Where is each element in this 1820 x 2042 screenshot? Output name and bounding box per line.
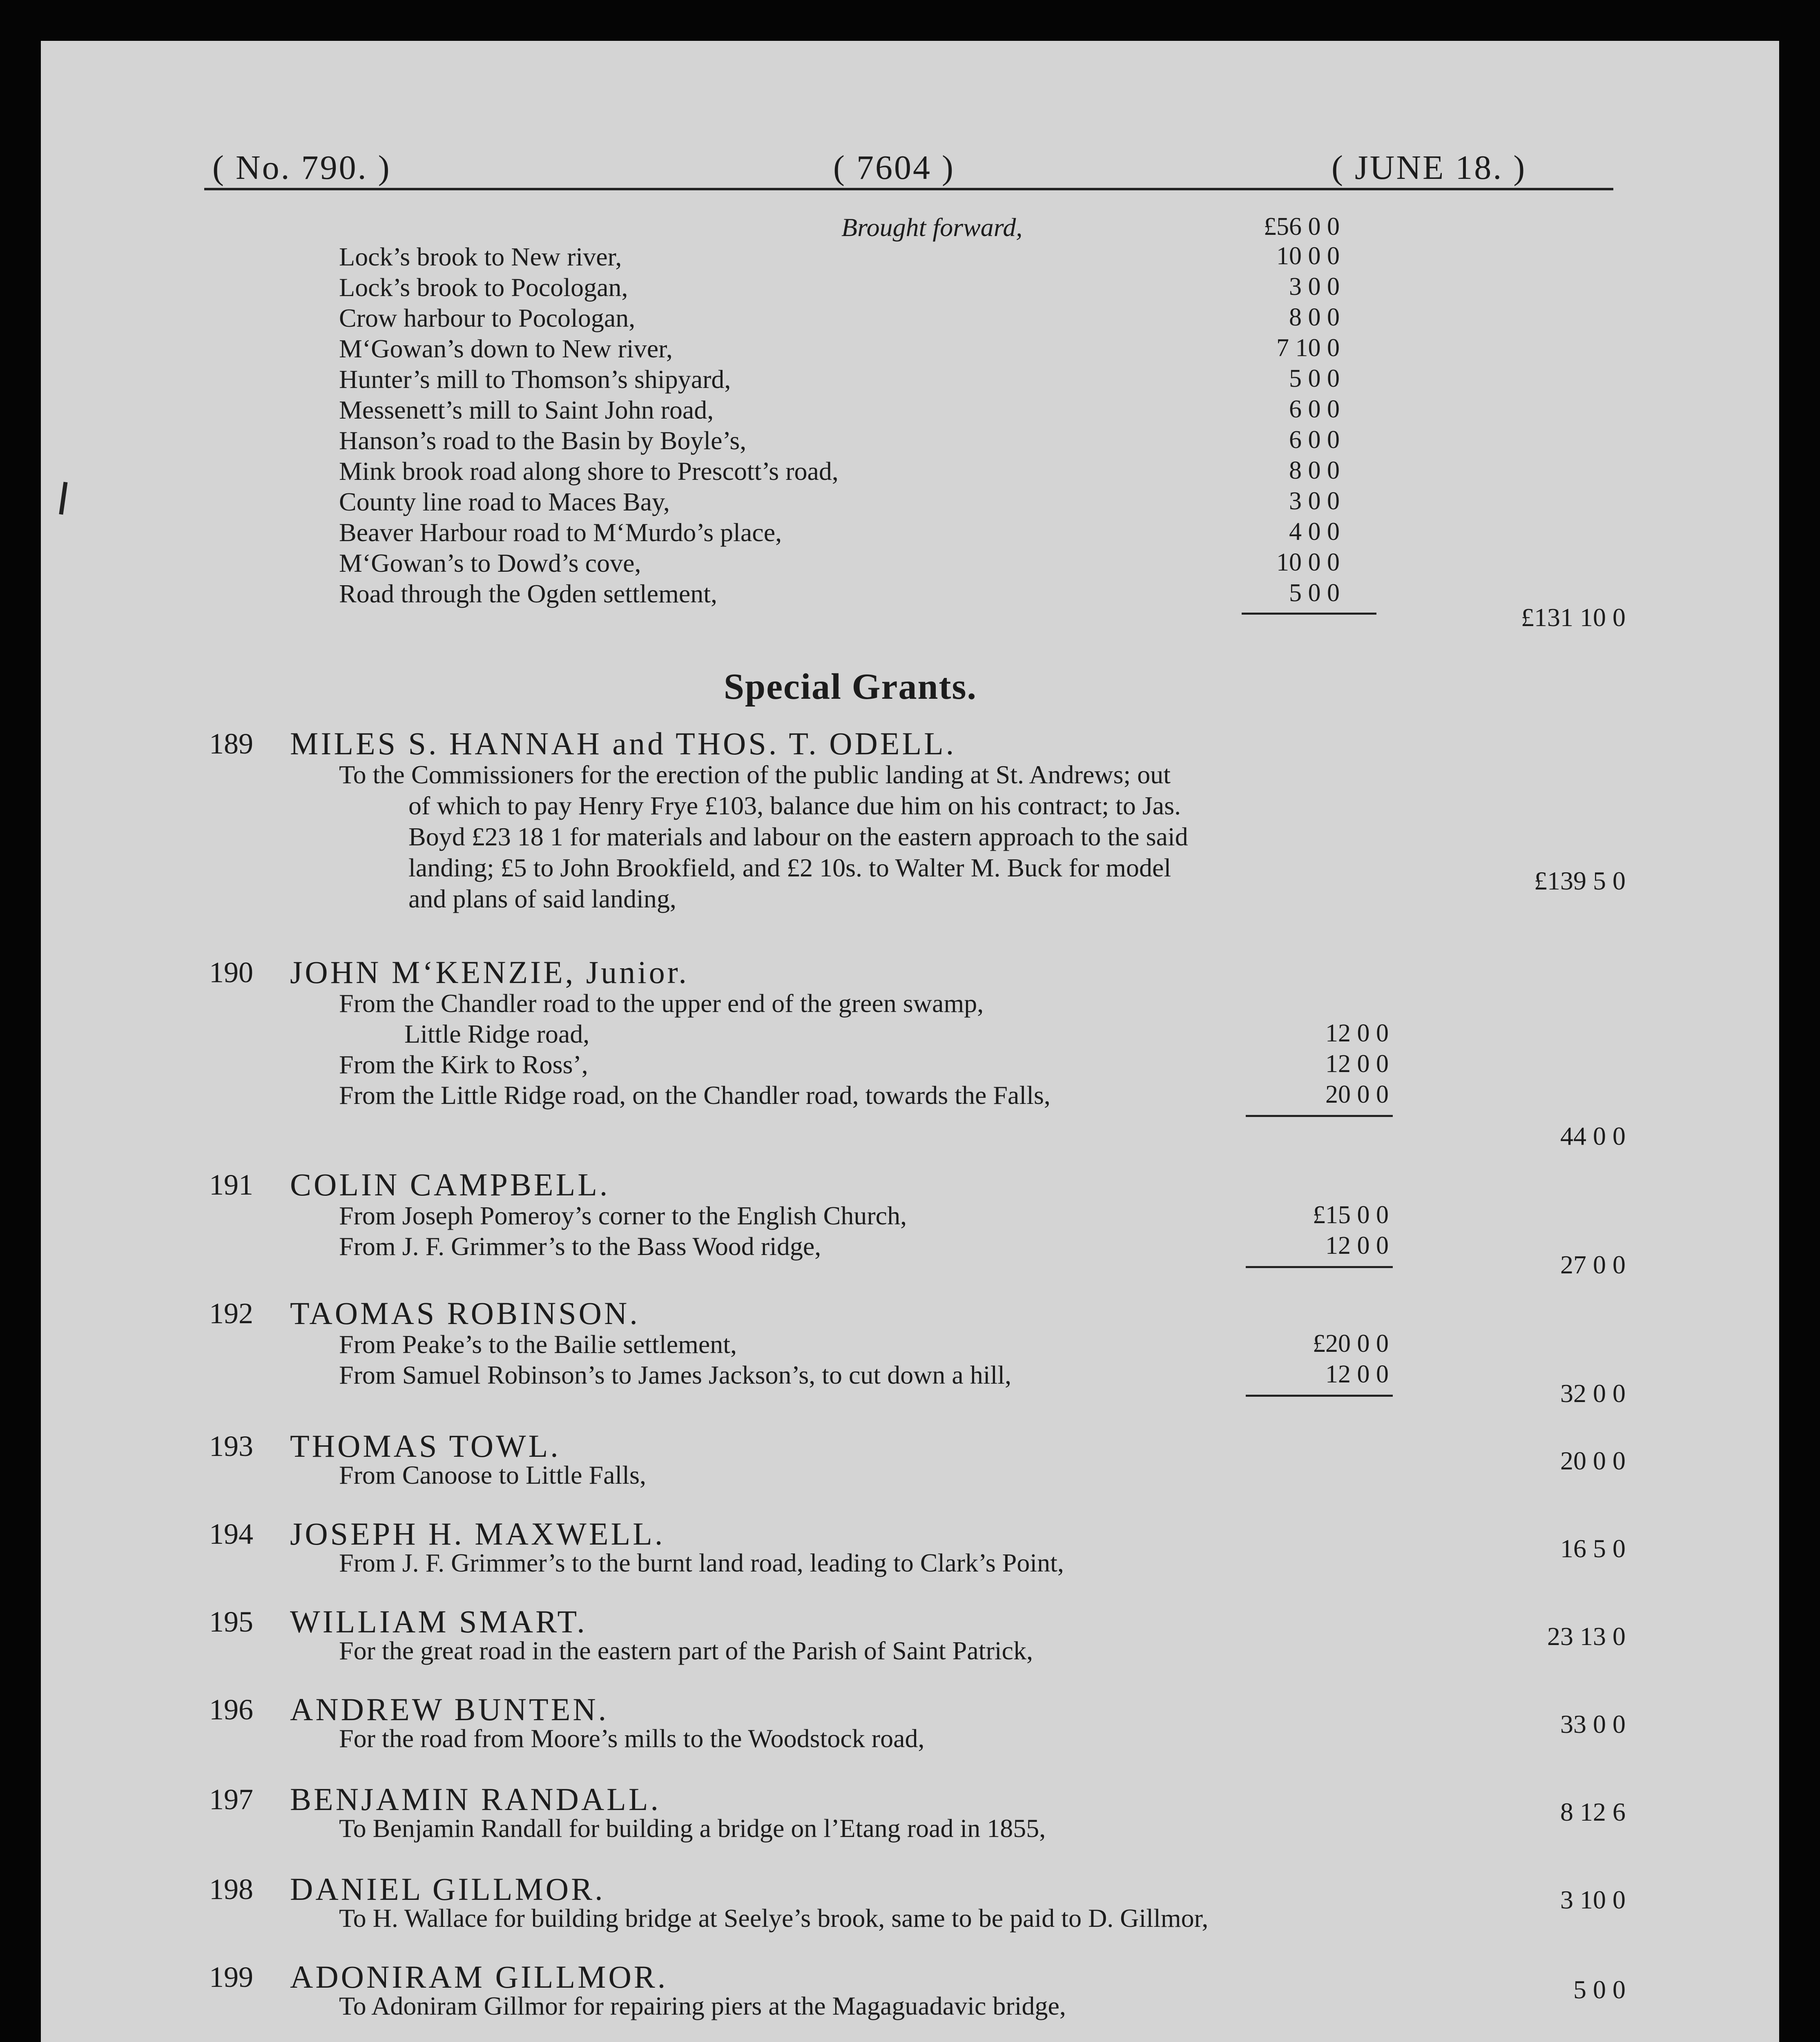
subtotal-rule — [1246, 1115, 1393, 1117]
grant-line: From the Chandler road to the upper end of the green swamp, — [339, 989, 984, 1018]
grant-amount: 27 0 0 — [1560, 1250, 1626, 1279]
grant-line: From the Kirk to Ross’, — [339, 1050, 588, 1079]
grant-amount: 3 10 0 — [1560, 1885, 1626, 1914]
grant-line: To Adoniram Gillmor for repairing piers at the Magaguadavic bridge, — [339, 1991, 1066, 2020]
road-item: Hunter’s mill to Thomson’s shipyard, — [339, 365, 731, 394]
grant-subamount: £20 0 0 — [1313, 1330, 1389, 1358]
grant-amount: 16 5 0 — [1560, 1534, 1626, 1563]
grant-line: From Canoose to Little Falls, — [339, 1460, 646, 1489]
road-amount: 3 0 0 — [1289, 487, 1340, 515]
grant-line: From Joseph Pomeroy’s corner to the English Church, — [339, 1201, 907, 1230]
subtotal-rule — [1246, 1266, 1393, 1268]
grant-subamount: 12 0 0 — [1325, 1360, 1389, 1388]
act-number: ( No. 790. ) — [212, 149, 391, 187]
road-amount: 5 0 0 — [1289, 579, 1340, 607]
grant-amount: 32 0 0 — [1560, 1379, 1626, 1408]
grant-name: THOMAS TOWL. — [290, 1428, 561, 1464]
brought-forward-value: £56 0 0 — [1264, 213, 1340, 241]
road-item: Lock’s brook to Pocologan, — [339, 273, 628, 302]
grant-number: 189 — [209, 727, 253, 760]
grant-line: of which to pay Henry Frye £103, balance due him on his contract; to Jas. — [408, 791, 1181, 820]
grant-line: and plans of said landing, — [408, 884, 676, 913]
grant-subamount: 12 0 0 — [1325, 1050, 1389, 1078]
grant-number: 192 — [209, 1297, 253, 1330]
grant-line: From Samuel Robinson’s to James Jackson’s, to cut down a hill, — [339, 1360, 1012, 1389]
grant-line: For the great road in the eastern part of the Parish of Saint Patrick, — [339, 1636, 1033, 1665]
subtotal-rule — [1242, 613, 1376, 615]
grant-name: DANIEL GILLMOR. — [290, 1871, 605, 1907]
section-title: Special Grants. — [724, 667, 977, 707]
brought-forward-label: Brought forward, — [841, 213, 1023, 242]
grant-line: To the Commissioners for the erection of the public landing at St. Andrews; out — [339, 760, 1171, 789]
grant-subamount: 12 0 0 — [1325, 1232, 1389, 1260]
grant-name: MILES S. HANNAH and THOS. T. ODELL. — [290, 726, 957, 761]
grant-name: COLIN CAMPBELL. — [290, 1167, 610, 1202]
road-item: Mink brook road along shore to Prescott’s road, — [339, 457, 839, 486]
road-item: M‘Gowan’s to Dowd’s cove, — [339, 548, 641, 577]
grant-amount: 5 0 0 — [1573, 1975, 1626, 2004]
grant-subamount: 20 0 0 — [1325, 1081, 1389, 1108]
grant-name: WILLIAM SMART. — [290, 1604, 587, 1639]
grant-number: 197 — [209, 1783, 253, 1816]
document-page — [41, 41, 1779, 2042]
grant-name: ANDREW BUNTEN. — [290, 1692, 609, 1727]
grant-number: 190 — [209, 956, 253, 989]
road-amount: 5 0 0 — [1289, 365, 1340, 392]
grant-line: To H. Wallace for building bridge at Seelye’s brook, same to be paid to D. Gillmor, — [339, 1904, 1209, 1933]
grant-number: 195 — [209, 1605, 253, 1638]
grant-line: landing; £5 to John Brookfield, and £2 10s. to Walter M. Buck for model — [408, 853, 1171, 882]
road-amount: 6 0 0 — [1289, 426, 1340, 454]
grant-line: From J. F. Grimmer’s to the burnt land road, leading to Clark’s Point, — [339, 1548, 1064, 1577]
grant-amount: 44 0 0 — [1560, 1121, 1626, 1150]
road-item: County line road to Maces Bay, — [339, 487, 670, 516]
road-amount: 6 0 0 — [1289, 395, 1340, 423]
grant-line: To Benjamin Randall for building a bridge on l’Etang road in 1855, — [339, 1814, 1046, 1843]
road-item: Beaver Harbour road to M‘Murdo’s place, — [339, 518, 782, 547]
grant-number: 196 — [209, 1693, 253, 1726]
grant-subamount: £15 0 0 — [1313, 1201, 1389, 1229]
road-item: Crow harbour to Pocologan, — [339, 303, 636, 332]
road-item: Hanson’s road to the Basin by Boyle’s, — [339, 426, 747, 455]
grant-line: For the road from Moore’s mills to the Woodstock road, — [339, 1724, 925, 1753]
grant-number: 194 — [209, 1518, 253, 1550]
scan-mark — [59, 482, 67, 515]
date-header: ( JUNE 18. ) — [1332, 149, 1527, 187]
road-amount: 4 0 0 — [1289, 518, 1340, 546]
grant-number: 191 — [209, 1168, 253, 1201]
grant-line: Little Ridge road, — [404, 1019, 590, 1048]
road-amount: 8 0 0 — [1289, 457, 1340, 484]
grant-number: 199 — [209, 1961, 253, 1993]
road-item: Road through the Ogden settlement, — [339, 579, 718, 608]
road-amount: 7 10 0 — [1276, 334, 1340, 362]
grant-amount: 8 12 6 — [1560, 1797, 1626, 1826]
grant-number: 193 — [209, 1430, 253, 1462]
grant-name: JOSEPH H. MAXWELL. — [290, 1516, 665, 1552]
grant-subamount: 12 0 0 — [1325, 1019, 1389, 1047]
road-item: Messenett’s mill to Saint John road, — [339, 395, 714, 424]
grant-line: From Peake’s to the Bailie settlement, — [339, 1330, 737, 1359]
road-item: M‘Gowan’s down to New river, — [339, 334, 673, 363]
grant-amount: 20 0 0 — [1560, 1446, 1626, 1475]
road-amount: 10 0 0 — [1276, 548, 1340, 576]
grant-amount: 33 0 0 — [1560, 1710, 1626, 1739]
page-number: ( 7604 ) — [833, 149, 955, 187]
grant-line: From the Little Ridge road, on the Chandler road, towards the Falls, — [339, 1081, 1051, 1110]
road-amount: 8 0 0 — [1289, 303, 1340, 331]
header-rule — [204, 188, 1613, 190]
road-amount: 3 0 0 — [1289, 273, 1340, 301]
roads-total: £131 10 0 — [1521, 603, 1626, 632]
grant-amount: £139 5 0 — [1534, 866, 1626, 895]
grant-line: Boyd £23 18 1 for materials and labour on the eastern approach to the said — [408, 822, 1188, 851]
grant-number: 198 — [209, 1873, 253, 1906]
road-item: Lock’s brook to New river, — [339, 242, 622, 271]
grant-name: ADONIRAM GILLMOR. — [290, 1959, 668, 1995]
road-amount: 10 0 0 — [1276, 242, 1340, 270]
grant-amount: 23 13 0 — [1547, 1622, 1626, 1651]
grant-name: BENJAMIN RANDALL. — [290, 1781, 661, 1817]
subtotal-rule — [1246, 1395, 1393, 1397]
grant-name: TAOMAS ROBINSON. — [290, 1295, 640, 1331]
grant-name: JOHN M‘KENZIE, Junior. — [290, 954, 689, 990]
grant-line: From J. F. Grimmer’s to the Bass Wood ridge, — [339, 1232, 821, 1261]
